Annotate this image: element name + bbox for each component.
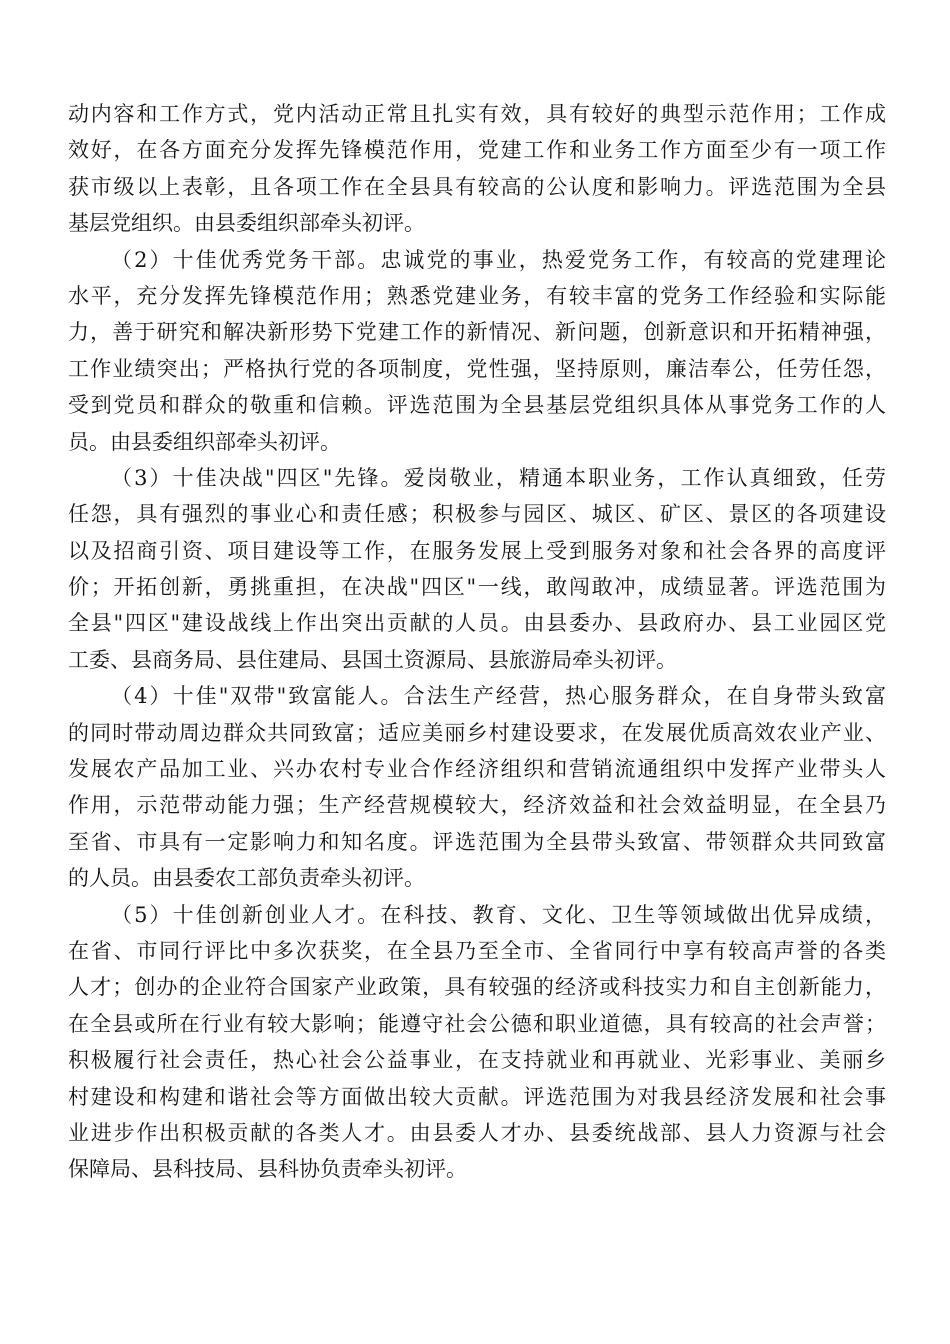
- text-line: 村建设和构建和谐社会等方面做出较大贡献。评选范围为对我县经济发展和社会事: [68, 1084, 886, 1109]
- text-line: 任怨，具有强烈的事业心和责任感；积极参与园区、城区、矿区、景区的各项建设: [68, 502, 886, 527]
- paragraph-four-zones-pioneers: [68, 460, 886, 678]
- text-line: 水平，充分发挥先锋模范作用；熟悉党建业务，有较丰富的党务工作经验和实际能: [68, 283, 886, 308]
- text-line: 力，善于研究和解决新形势下党建工作的新情况、新问题，创新意识和开拓精神强，: [68, 320, 886, 345]
- text-line: 以及招商引资、项目建设等工作，在服务发展上受到服务对象和社会各界的高度评: [68, 538, 886, 563]
- paragraph-wealth-leaders: [68, 678, 886, 896]
- text-line: 业进步作出积极贡献的各类人才。由县委人才办、县委统战部、县人力资源与社会: [68, 1120, 886, 1145]
- text-line: 在省、市同行评比中多次获奖，在全县乃至全市、全省同行中享有较高声誉的各类: [68, 938, 886, 963]
- text-line: 的同时带动周边群众共同致富；适应美丽乡村建设要求，在发展优质高效农业产业、: [68, 720, 886, 745]
- text-line: （2）十佳优秀党务干部。忠诚党的事业，热爱党务工作，有较高的党建理论: [111, 247, 886, 272]
- text-line: 全县"四区"建设战线上作出突出贡献的人员。由县委办、县政府办、县工业园区党: [68, 611, 886, 636]
- text-line: 效好，在各方面充分发挥先锋模范作用，党建工作和业务工作方面至少有一项工作: [68, 138, 886, 163]
- text-line: 至省、市具有一定影响力和知名度。评选范围为全县带头致富、带领群众共同致富: [68, 829, 886, 854]
- text-line: 工作业绩突出；严格执行党的各项制度，党性强，坚持原则，廉洁奉公，任劳任怨，: [68, 356, 886, 381]
- text-line: 获市级以上表彰，且各项工作在全县具有较高的公认度和影响力。评选范围为全县: [68, 174, 886, 199]
- text-line: 在全县或所在行业有较大影响；能遵守社会公德和职业道德，具有较高的社会声誉；: [68, 1011, 886, 1036]
- text-line: 员。由县委组织部牵头初评。: [68, 429, 341, 454]
- text-line: 动内容和工作方式，党内活动正常且扎实有效，具有较好的典型示范作用；工作成: [68, 102, 886, 126]
- text-line: 作用，示范带动能力强；生产经营规模较大，经济效益和社会效益明显，在全县乃: [68, 793, 886, 818]
- paragraph-innovation-talents: [68, 897, 886, 1188]
- text-line: 受到党员和群众的敬重和信赖。评选范围为全县基层党组织具体从事党务工作的人: [68, 393, 886, 418]
- paragraph-party-organization-continued: [68, 96, 886, 242]
- text-line: 发展农产品加工业、兴办农村专业合作经济组织和营销流通组织中发挥产业带头人: [68, 757, 886, 782]
- text-line: （4）十佳"双带"致富能人。合法生产经营，热心服务群众，在自身带头致富: [111, 684, 886, 709]
- text-line: （5）十佳创新创业人才。在科技、教育、文化、卫生等领域做出优异成绩，: [111, 902, 886, 927]
- text-line: 的人员。由县委农工部负责牵头初评。: [68, 866, 425, 891]
- text-line: 积极履行社会责任，热心社会公益事业，在支持就业和再就业、光彩事业、美丽乡: [68, 1048, 886, 1073]
- paragraph-party-affairs-cadres: [68, 242, 886, 460]
- text-line: 基层党组织。由县委组织部牵头初评。: [68, 211, 425, 236]
- text-line: 价；开拓创新，勇挑重担，在决战"四区"一线，敢闯敢冲，成绩显著。评选范围为: [68, 575, 886, 600]
- text-line: 保障局、县科技局、县科协负责牵头初评。: [68, 1157, 467, 1182]
- document-page: [68, 96, 886, 1188]
- text-line: 人才；创办的企业符合国家产业政策，具有较强的经济或科技实力和自主创新能力，: [68, 975, 886, 1000]
- text-line: （3）十佳决战"四区"先锋。爱岗敬业，精通本职业务，工作认真细致，任劳: [111, 465, 886, 490]
- text-line: 工委、县商务局、县住建局、县国土资源局、县旅游局牵头初评。: [68, 647, 677, 672]
